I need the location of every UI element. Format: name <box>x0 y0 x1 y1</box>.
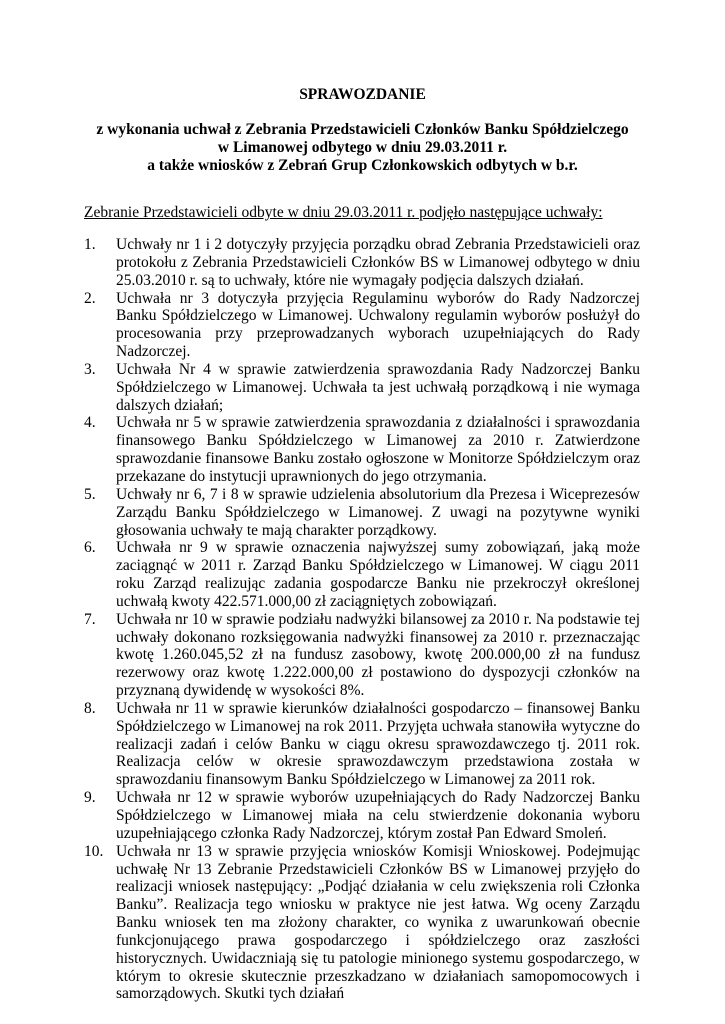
document-title: SPRAWOZDANIE <box>299 86 426 103</box>
item-number: 5. <box>84 485 96 503</box>
document-subtitle <box>90 121 635 175</box>
list-item <box>84 236 640 290</box>
item-number: 1. <box>84 236 96 253</box>
item-text: Uchwała nr 3 dotyczyła przyjęcia Regulaminu wyborów do Rady Nadzorczej Banku Spółdzielczego w Limanowej. Uchwalony regulamin wyborów posłużył do procesowania przy przeprowadzanych wyborach uzupełniających do Rady Nadzorczej. <box>116 289 640 361</box>
item-text: Uchwała nr 10 w sprawie podziału nadwyżki bilansowej za 2010 r. Na podstawie tej uchwały dokonano rozksięgowania nadwyżki finansowej za 2010 r. przeznaczając kwotę 1.260.045,52 zł na fundusz zasobowy, kwotę 200.000,00 zł na fundusz rezerwowy oraz kwotę 1.222.000,00 zł postawiono do dyspozycji członków na przyznaną dywidendę w wysokości 8%. <box>116 610 640 700</box>
item-text: Uchwały nr 1 i 2 dotyczyły przyjęcia porządku obrad Zebrania Przedstawicieli oraz protokołu z Zebrania Przedstawicieli Członków BS w Limanowej odbytego w dniu 25.03.2010 r. są to uchwały, które nie wymagały podjęcia dalszych działań. <box>116 236 640 289</box>
intro-heading: Zebranie Przedstawicieli odbyte w dniu 29.03.2011 r. podjęło następujące uchwały: <box>84 204 603 221</box>
list-item <box>84 361 640 415</box>
item-number: 7. <box>84 610 96 628</box>
item-text: Uchwała nr 11 w sprawie kierunków działalności gospodarczo – finansowej Banku Spółdzielczego w Limanowej na rok 2011. Przyjęta uchwała stanowiła wytyczne do realizacji zadań i celów Banku w ciągu okresu sprawozdawczego tj. 2011 rok. Realizacja celów w okresie sprawozdawczym przedstawiona została w sprawozdaniu finansowym Banku Spółdzielczego w Limanowej za 2011 rok. <box>116 699 640 789</box>
list-item <box>84 486 640 540</box>
item-text: Uchwała nr 13 w sprawie przyjęcia wniosków Komisji Wnioskowej. Podejmując uchwałę Nr 13 Zebranie Przedstawicieli Członków BS w Limanowej przyjęło do realizacji wniosek następujący: „Podjąć działania w celu zwiększenia roli Członka Banku”. Realizacja tego wniosku w praktyce nie jest łatwa. Wg oceny Zarządu Banku wniosek ten ma złożony charakter, co wynika z uwarunkowań obecnie funkcjonującego prawa gospodarczego i spółdzielczego oraz zaszłości historycznych. Uwidaczniają się tu patologie minionego systemu gospodarczego, w którym to okresie skutecznie przeszkadzano w działaniach samopomocowych i samorządowych. Skutki tych działań <box>116 842 640 1003</box>
item-number: 4. <box>84 414 96 432</box>
item-number: 6. <box>84 539 96 557</box>
item-number: 8. <box>84 699 96 717</box>
item-text: Uchwała Nr 4 w sprawie zatwierdzenia sprawozdania Rady Nadzorczej Banku Spółdzielczego w Limanowej. Uchwała ta jest uchwałą porządkową i nie wymaga dalszych działań; <box>116 360 640 414</box>
item-text: Uchwała nr 5 w sprawie zatwierdzenia sprawozdania z działalności i sprawozdania finansowego Banku Spółdzielczego w Limanowej za 2010 r. Zatwierdzone sprawozdanie finansowe Banku zostało ogłoszone w Monitorze Spółdzielczym oraz przekazane do instytucji uprawnionych do jego otrzymania. <box>116 414 640 485</box>
item-number: 3. <box>84 360 96 378</box>
list-item <box>84 843 640 1004</box>
resolutions-list <box>84 236 640 1003</box>
list-item <box>84 539 640 610</box>
item-text: Uchwała nr 9 w sprawie oznaczenia najwyższej sumy zobowiązań, jaką może zaciągnąć w 2011 r. Zarząd Banku Spółdzielczego w Limanowej. W ciągu 2011 roku Zarząd realizując zadania gospodarcze Banku nie przekroczył określonej uchwałą kwoty 422.571.000,00 zł zaciągniętych zobowiązań. <box>116 539 640 610</box>
list-item <box>84 700 640 789</box>
list-item <box>84 414 640 485</box>
item-number: 9. <box>84 789 96 807</box>
list-item <box>84 789 640 843</box>
subtitle-line: w Limanowej odbytego w dniu 29.03.2011 r. <box>217 139 508 156</box>
list-item <box>84 290 640 361</box>
subtitle-line: z wykonania uchwał z Zebrania Przedstawicieli Członków Banku Spółdzielczego <box>96 121 629 138</box>
item-text: Uchwała nr 12 w sprawie wyborów uzupełniających do Rady Nadzorczej Banku Spółdzielczego w Limanowej miała na celu stwierdzenie dokonania wyboru uzupełniającego członka Rady Nadzorczej, którym został Pan Edward Smoleń. <box>116 789 640 842</box>
item-number: 10. <box>84 842 104 860</box>
item-text: Uchwały nr 6, 7 i 8 w sprawie udzielenia absolutorium dla Prezesa i Wiceprezesów Zarządu Banku Spółdzielczego w Limanowej. Z uwagi na pozytywne wyniki głosowania uchwały te mają charakter porządkowy. <box>116 485 640 539</box>
subtitle-line: a także wniosków z Zebrań Grup Członkowskich odbytych w b.r. <box>147 157 578 174</box>
list-item <box>84 611 640 700</box>
item-number: 2. <box>84 289 96 307</box>
